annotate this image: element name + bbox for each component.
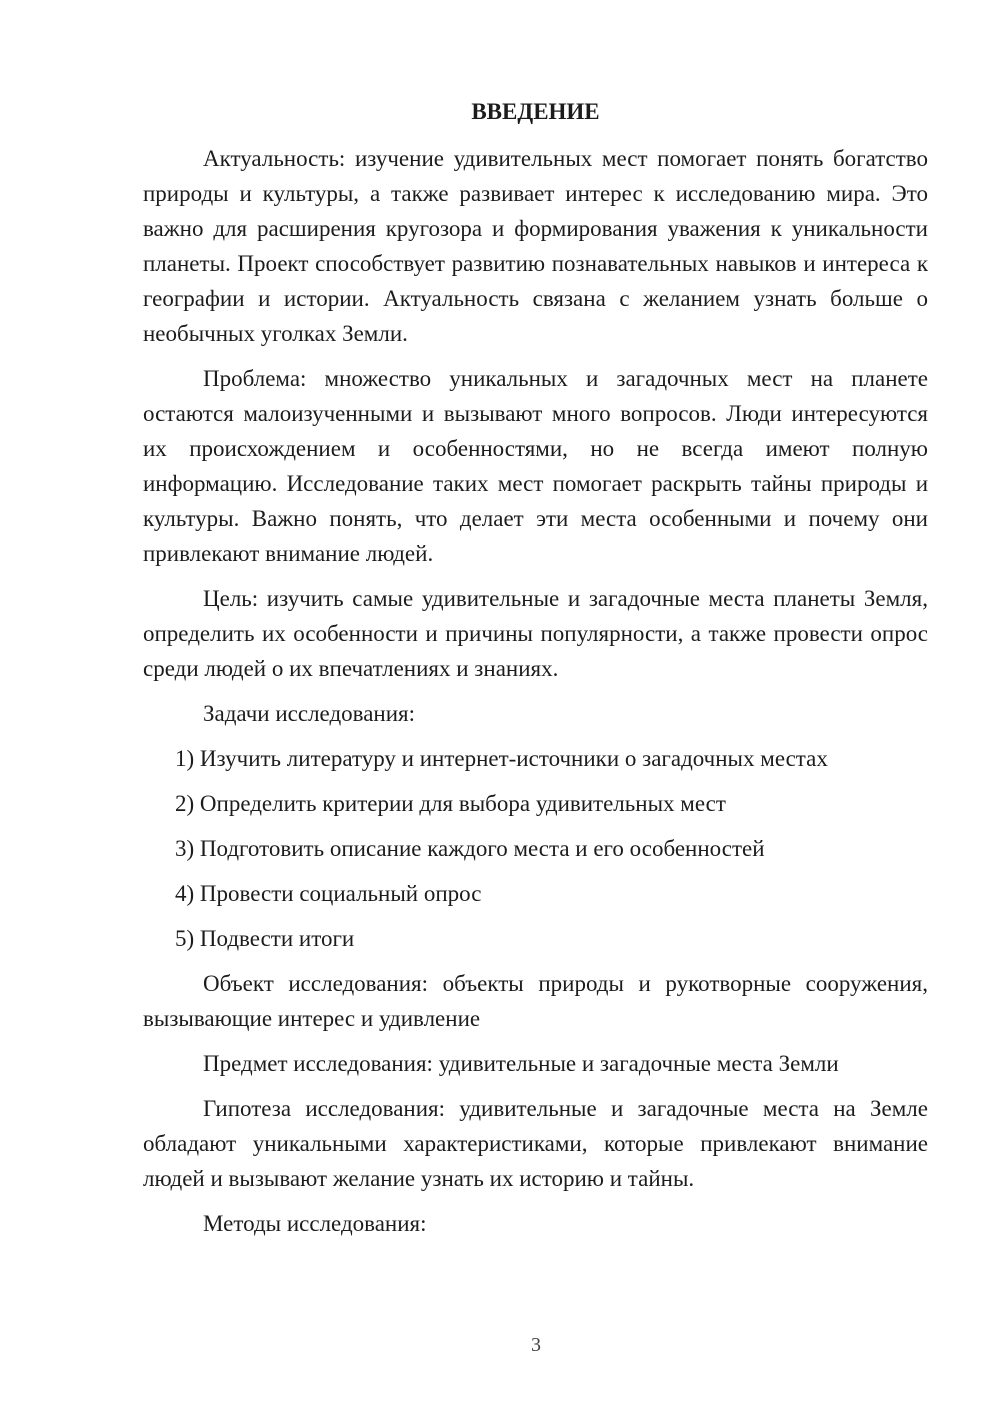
page-number: 3: [531, 1334, 541, 1356]
object-paragraph: Объект исследования: объекты природы и рукотворные сооружения, вызывающие интерес и удивление: [143, 971, 928, 1031]
section-title: ВВЕДЕНИЕ: [471, 99, 600, 124]
relevance-paragraph: Актуальность: изучение удивительных мест помогает понять богатство природы и культуры, а также развивает интерес к исследованию мира. Это важно для расширения кругозора и формирования уважения к уникальности планеты. Проект способствует развитию познавательных навыков и интереса к географии и истории. Актуальность связана с желанием узнать больше о необычных уголках Земли.: [143, 146, 928, 346]
task-item: 1) Изучить литературу и интернет-источники о загадочных местах: [175, 746, 828, 771]
tasks-title: Задачи исследования:: [203, 701, 416, 726]
subject-paragraph: Предмет исследования: удивительные и загадочные места Земли: [203, 1051, 839, 1076]
document-page: [143, 94, 928, 1253]
task-item: 3) Подготовить описание каждого места и его особенностей: [175, 836, 765, 861]
goal-paragraph: Цель: изучить самые удивительные и загадочные места планеты Земля, определить их особенности и причины популярности, а также провести опрос среди людей о их впечатлениях и знаниях.: [143, 586, 928, 681]
task-item: 2) Определить критерии для выбора удивительных мест: [175, 791, 726, 816]
task-item: 5) Подвести итоги: [175, 926, 355, 951]
task-item: 4) Провести социальный опрос: [175, 881, 482, 906]
problem-paragraph: Проблема: множество уникальных и загадочных мест на планете остаются малоизученными и вызывают много вопросов. Люди интересуются их происхождением и особенностями, но не всегда имеют полную информацию. Исследование таких мест помогает раскрыть тайны природы и культуры. Важно понять, что делает эти места особенными и почему они привлекают внимание людей.: [143, 366, 928, 566]
hypothesis-paragraph: Гипотеза исследования: удивительные и загадочные места на Земле обладают уникальными характеристиками, которые привлекают внимание людей и вызывают желание узнать их историю и тайны.: [143, 1096, 928, 1191]
task-list: [143, 741, 928, 956]
methods-paragraph: Методы исследования:: [203, 1211, 427, 1236]
